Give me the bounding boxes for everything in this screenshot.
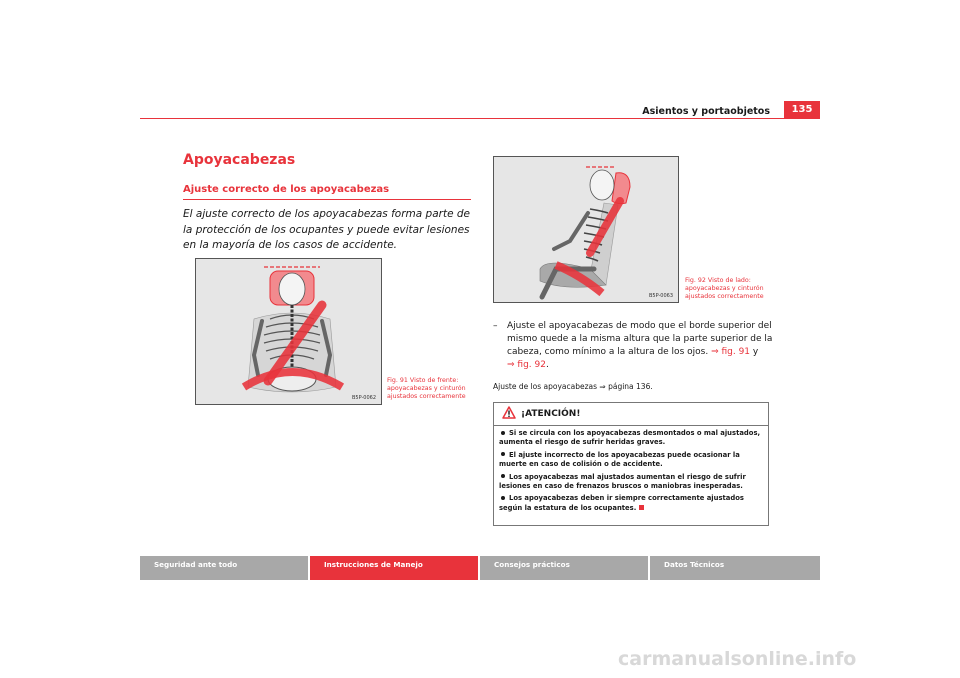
step-text: Ajuste el apoyacabezas de modo que el borde superior del mismo quede a la misma altura que la parte superior de la cabeza, como mínimo a la altura de los ojos.	[507, 321, 773, 357]
warning-divider	[494, 425, 768, 426]
warning-box	[493, 402, 769, 526]
figure-front-view	[195, 258, 382, 405]
step-text-block	[493, 320, 778, 372]
subsection-title: Ajuste correcto de los apoyacabezas	[183, 184, 390, 195]
page-number: 135	[784, 101, 820, 119]
step-end: .	[545, 360, 549, 370]
step-dash: –	[493, 321, 498, 331]
figure-91-caption: Fig. 91 Visto de frente: apoyacabezas y cinturón ajustados correctamente	[387, 377, 466, 400]
warning-header	[494, 403, 768, 425]
warning-triangle-icon	[502, 406, 516, 419]
warning-item: Los apoyacabezas mal ajustados aumentan el riesgo de sufrir lesiones en caso de frenazos bruscos o maniobras inesperadas.	[499, 472, 746, 491]
section-end-marker-icon	[639, 505, 644, 510]
warning-title: ¡ATENCIÓN!	[521, 409, 581, 419]
figure-92-caption: Fig. 92 Visto de lado: apoyacabezas y cinturón ajustados correctamente	[685, 277, 764, 300]
step-connector: y	[752, 347, 759, 357]
figure-code: B5P-0062	[351, 395, 376, 401]
side-skeleton-illustration	[494, 157, 679, 303]
bullet-icon	[501, 431, 505, 435]
footer-tab-seguridad[interactable]: Seguridad ante todo	[140, 556, 308, 580]
instruction-step	[493, 320, 778, 372]
footer-tab-datos[interactable]: Datos Técnicos	[650, 556, 820, 580]
footer-tab-instrucciones[interactable]: Instrucciones de Manejo	[310, 556, 478, 580]
front-skeleton-illustration	[196, 259, 382, 405]
warning-item: El ajuste incorrecto de los apoyacabezas puede ocasionar la muerte en caso de colisión o de accidente.	[499, 450, 740, 469]
figure-code: B5P-0063	[648, 293, 673, 299]
fig-91-link[interactable]: ⇒ fig. 91	[711, 347, 751, 357]
fig-92-link[interactable]: ⇒ fig. 92	[507, 360, 546, 370]
header-divider	[140, 118, 820, 119]
bullet-icon	[501, 496, 505, 500]
watermark: carmanualsonline.info	[618, 648, 857, 670]
figure-side-view	[493, 156, 679, 303]
warning-item: Si se circula con los apoyacabezas desmontados o mal ajustados, aumenta el riesgo de sufrir heridas graves.	[499, 429, 761, 447]
running-header: Asientos y portaobjetos	[642, 106, 770, 117]
bullet-icon	[501, 452, 505, 456]
intro-paragraph: El ajuste correcto de los apoyacabezas forma parte de la protección de los ocupantes y puede evitar lesiones en la mayoría de los casos de accidente.	[183, 208, 470, 251]
section-title: Apoyacabezas	[183, 152, 296, 168]
warning-list	[499, 429, 765, 516]
cross-reference: Ajuste de los apoyacabezas ⇒ página 136.	[493, 382, 653, 391]
warning-item: Los apoyacabezas deben ir siempre correctamente ajustados según la estatura de los ocupantes.	[499, 494, 744, 512]
subsection-divider	[183, 199, 471, 200]
bullet-icon	[501, 474, 505, 478]
footer-tab-consejos[interactable]: Consejos prácticos	[480, 556, 648, 580]
